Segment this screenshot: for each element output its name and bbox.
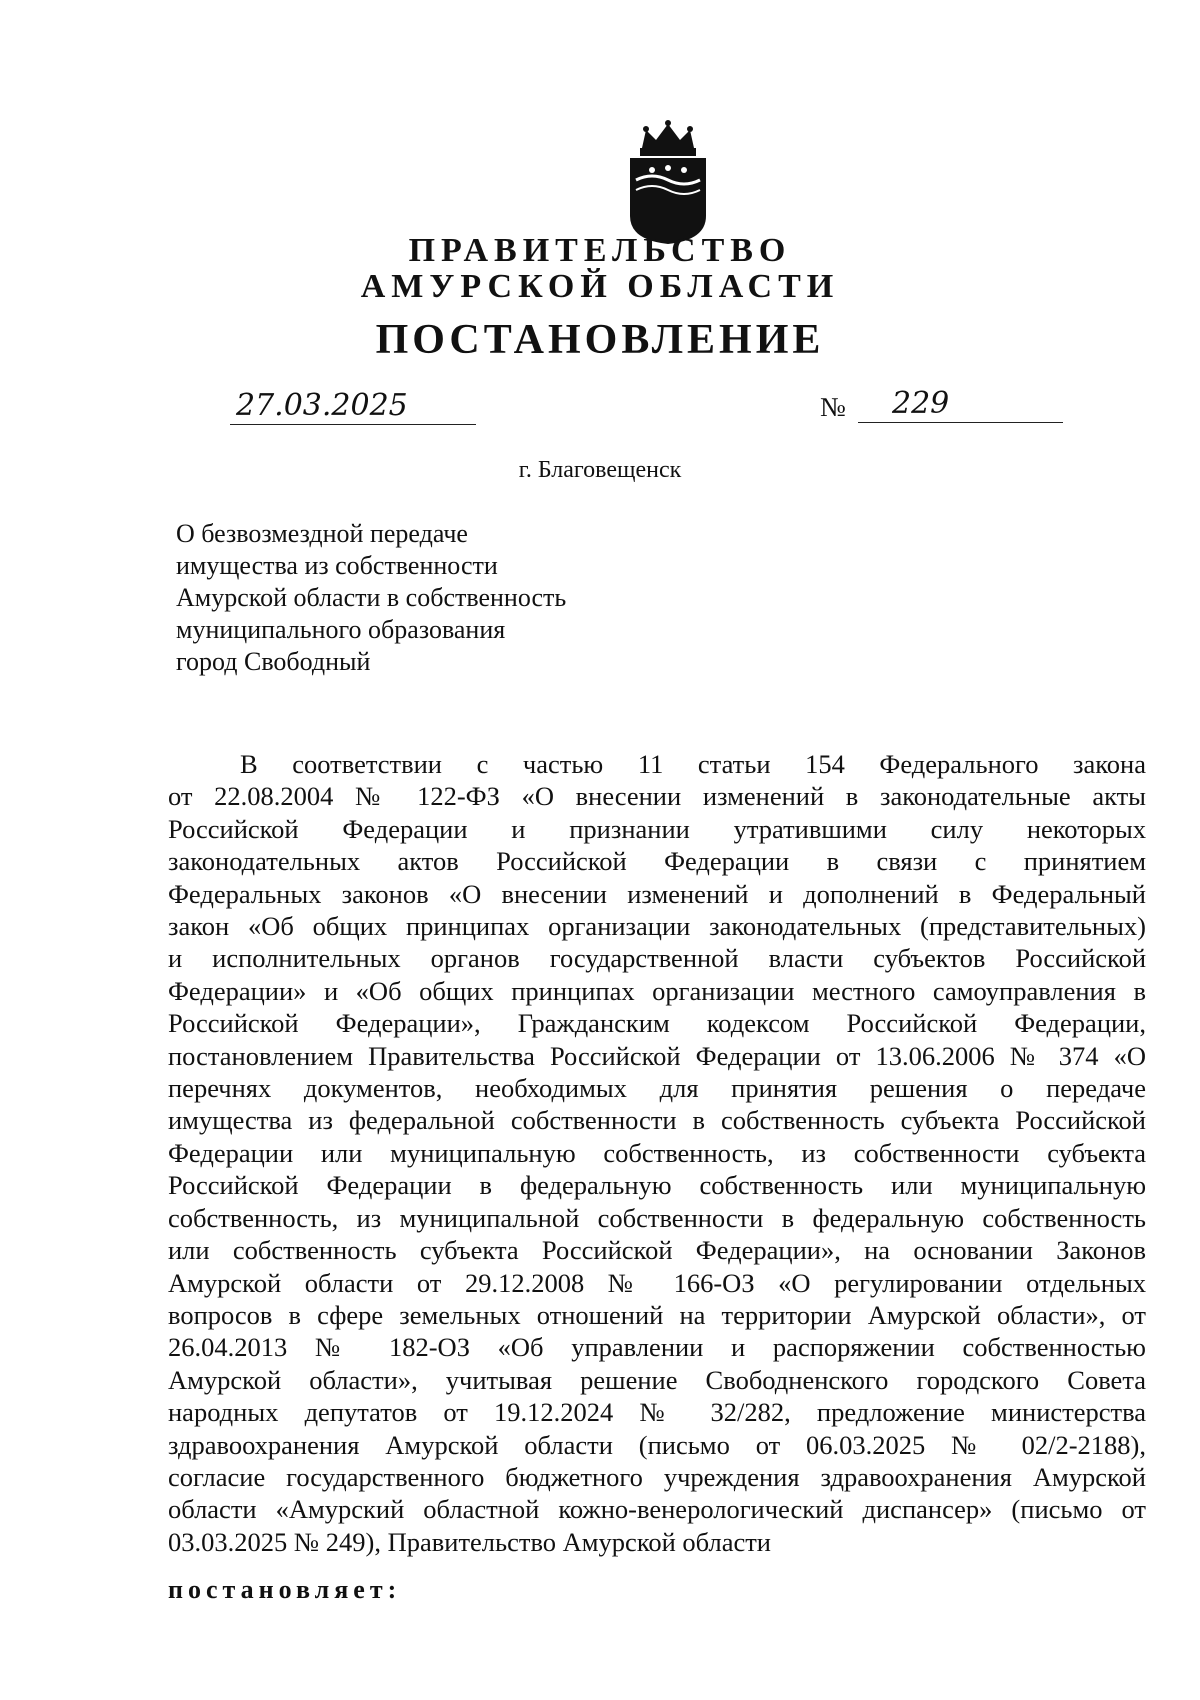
body-line: 26.04.2013 № 182-ОЗ «Об управлении и распоряжении собственностью bbox=[168, 1332, 1146, 1363]
government-name-line1: ПРАВИТЕЛЬСТВО bbox=[408, 232, 792, 269]
subject-line: О безвозмездной передаче bbox=[176, 519, 468, 548]
body-line: Федерации» и «Об общих принципах организации местного самоуправления в bbox=[168, 975, 1146, 1006]
government-name-line2: АМУРСКОЙ ОБЛАСТИ bbox=[360, 268, 840, 305]
city-name: г. Благовещенск bbox=[518, 457, 682, 483]
document-type-title: ПОСТАНОВЛЕНИЕ bbox=[375, 317, 825, 363]
subject-line: Амурской области в собственность bbox=[176, 583, 567, 612]
body-line: законодательных актов Российской Федерации в связи с принятием bbox=[168, 846, 1146, 877]
body-line: В соответствии с частью 11 статьи 154 Федерального закона bbox=[240, 749, 1146, 779]
body-line: 03.03.2025 № 249), Правительство Амурской области bbox=[168, 1526, 771, 1557]
coat-of-arms-icon bbox=[622, 118, 714, 246]
document-date: 27.03.2025 bbox=[230, 388, 476, 425]
subject-line: муниципального образования bbox=[176, 615, 506, 644]
number-label: № bbox=[820, 392, 846, 422]
body-line: Российской Федерации», Гражданским кодексом Российской Федерации, bbox=[168, 1008, 1146, 1039]
body-line: собственность, из муниципальной собственности в федеральную собственность bbox=[168, 1202, 1146, 1233]
document-subject bbox=[176, 518, 566, 678]
resolution-word: постановляет: bbox=[168, 1575, 402, 1604]
body-line: перечнях документов, необходимых для принятия решения о передаче bbox=[168, 1073, 1146, 1104]
body-line: Федерации или муниципальную собственность, из собственности субъекта bbox=[168, 1137, 1146, 1168]
document-number: 229 bbox=[858, 386, 1063, 423]
body-line: области «Амурский областной кожно-венерологический диспансер» (письмо от bbox=[168, 1494, 1146, 1525]
body-line: или собственность субъекта Российской Федерации», на основании Законов bbox=[168, 1235, 1146, 1266]
body-line: Российской Федерации в федеральную собственность или муниципальную bbox=[168, 1170, 1146, 1201]
body-line: постановлением Правительства Российской Федерации от 13.06.2006 № 374 «О bbox=[168, 1040, 1146, 1071]
body-line: имущества из федеральной собственности в собственность субъекта Российской bbox=[168, 1105, 1146, 1136]
body-line: вопросов в сфере земельных отношений на территории Амурской области», от bbox=[168, 1299, 1146, 1330]
body-line: здравоохранения Амурской области (письмо от 06.03.2025 № 02/2-2188), bbox=[168, 1429, 1146, 1460]
body-line: Российской Федерации и признании утратившими силу некоторых bbox=[168, 813, 1146, 844]
body-line: закон «Об общих принципах организации законодательных (представительных) bbox=[168, 911, 1146, 942]
body-line: от 22.08.2004 № 122-ФЗ «О внесении изменений в законодательные акты bbox=[168, 781, 1146, 812]
body-line: Амурской области от 29.12.2008 № 166-ОЗ «О регулировании отдельных bbox=[168, 1267, 1146, 1298]
subject-line: город Свободный bbox=[176, 647, 371, 676]
body-line: Амурской области», учитывая решение Свободненского городского Совета bbox=[168, 1364, 1146, 1395]
body-line: согласие государственного бюджетного учреждения здравоохранения Амурской bbox=[168, 1461, 1146, 1492]
body-line: и исполнительных органов государственной власти субъектов Российской bbox=[168, 943, 1146, 974]
body-line: народных депутатов от 19.12.2024 № 32/282, предложение министерства bbox=[168, 1397, 1146, 1428]
body-line: Федеральных законов «О внесении изменений и дополнений в Федеральный bbox=[168, 878, 1146, 909]
document-body bbox=[168, 748, 1146, 1558]
subject-line: имущества из собственности bbox=[176, 551, 498, 580]
